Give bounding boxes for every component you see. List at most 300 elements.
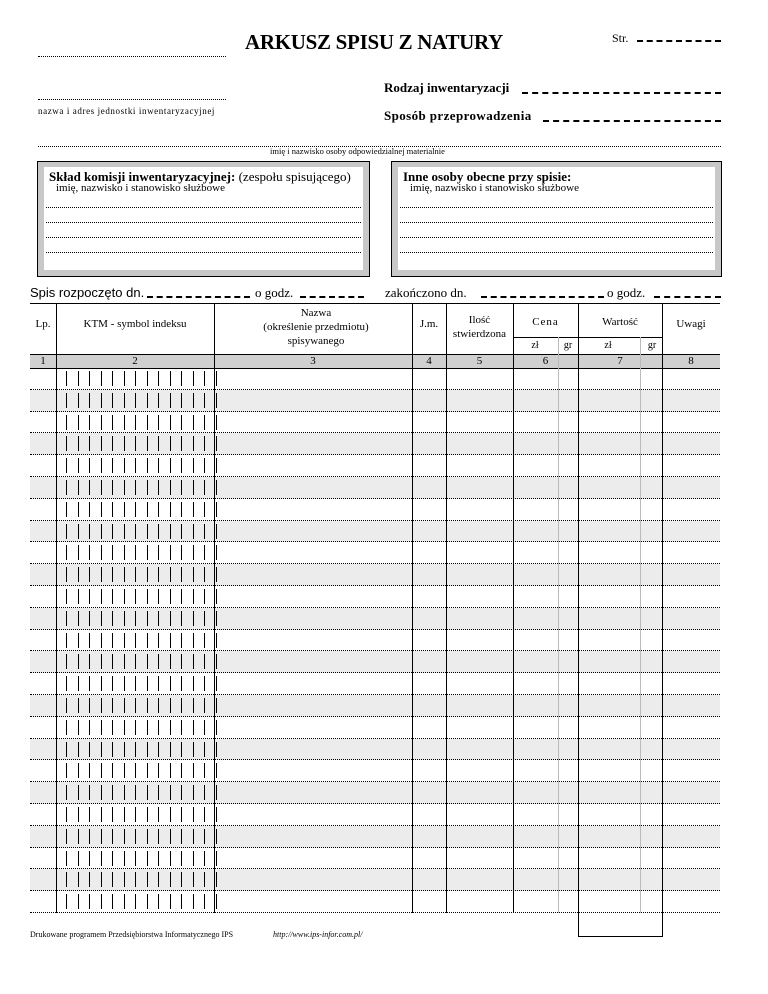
- ktm-digit-cell[interactable]: [124, 436, 136, 451]
- ktm-digit-cell[interactable]: [147, 589, 159, 604]
- ktm-digit-cell[interactable]: [101, 872, 113, 887]
- ktm-digit-cell[interactable]: [101, 829, 113, 844]
- others-person-line[interactable]: [400, 237, 713, 238]
- ktm-digit-cell[interactable]: [78, 545, 90, 560]
- ktm-digit-cell[interactable]: [170, 502, 182, 517]
- ktm-digit-cell[interactable]: [112, 415, 124, 430]
- ktm-digit-cell[interactable]: [135, 894, 147, 909]
- ktm-digit-cell[interactable]: [66, 524, 78, 539]
- ktm-digit-cell[interactable]: [124, 633, 136, 648]
- ktm-digit-cell[interactable]: [193, 436, 205, 451]
- ktm-digit-cell[interactable]: [66, 545, 78, 560]
- ktm-digit-cell[interactable]: [101, 480, 113, 495]
- ktm-digit-cell[interactable]: [78, 567, 90, 582]
- ktm-digit-cell[interactable]: [147, 393, 159, 408]
- ktm-digit-cell[interactable]: [78, 829, 90, 844]
- ktm-digit-cell[interactable]: [112, 436, 124, 451]
- table-row[interactable]: [30, 695, 720, 717]
- ktm-digit-cell[interactable]: [193, 567, 205, 582]
- ktm-digit-cell[interactable]: [89, 545, 101, 560]
- ktm-digit-cell[interactable]: [147, 742, 159, 757]
- ktm-digit-cell[interactable]: [89, 676, 101, 691]
- ktm-digit-cell[interactable]: [66, 851, 78, 866]
- ktm-digit-cell[interactable]: [89, 763, 101, 778]
- table-row[interactable]: [30, 542, 720, 564]
- ktm-digit-cell[interactable]: [124, 676, 136, 691]
- ktm-digit-cell[interactable]: [158, 742, 170, 757]
- ktm-digit-cell[interactable]: [170, 611, 182, 626]
- ktm-symbol-boxes[interactable]: [66, 851, 217, 867]
- ktm-digit-cell[interactable]: [101, 611, 113, 626]
- ktm-digit-cell[interactable]: [89, 589, 101, 604]
- ktm-symbol-boxes[interactable]: [66, 524, 217, 540]
- ktm-digit-cell[interactable]: [124, 415, 136, 430]
- ktm-digit-cell[interactable]: [170, 698, 182, 713]
- ktm-digit-cell[interactable]: [66, 480, 78, 495]
- ktm-digit-cell[interactable]: [170, 524, 182, 539]
- ktm-digit-cell[interactable]: [112, 545, 124, 560]
- ktm-digit-cell[interactable]: [78, 654, 90, 669]
- ktm-digit-cell[interactable]: [112, 654, 124, 669]
- ktm-digit-cell[interactable]: [158, 763, 170, 778]
- ktm-digit-cell[interactable]: [66, 720, 78, 735]
- ktm-digit-cell[interactable]: [158, 829, 170, 844]
- ktm-digit-cell[interactable]: [170, 458, 182, 473]
- ktm-digit-cell[interactable]: [147, 894, 159, 909]
- ktm-digit-cell[interactable]: [181, 611, 193, 626]
- ktm-digit-cell[interactable]: [101, 763, 113, 778]
- ktm-digit-cell[interactable]: [112, 633, 124, 648]
- ktm-digit-cell[interactable]: [101, 785, 113, 800]
- ktm-symbol-boxes[interactable]: [66, 872, 217, 888]
- ktm-digit-cell[interactable]: [112, 611, 124, 626]
- ktm-digit-cell[interactable]: [193, 763, 205, 778]
- ktm-digit-cell[interactable]: [66, 633, 78, 648]
- ktm-digit-cell[interactable]: [78, 676, 90, 691]
- ktm-symbol-boxes[interactable]: [66, 763, 217, 779]
- ktm-digit-cell[interactable]: [170, 371, 182, 386]
- ktm-digit-cell[interactable]: [181, 654, 193, 669]
- ktm-digit-cell[interactable]: [135, 829, 147, 844]
- ktm-digit-cell[interactable]: [170, 872, 182, 887]
- ktm-digit-cell[interactable]: [124, 851, 136, 866]
- ktm-digit-cell[interactable]: [89, 480, 101, 495]
- ktm-digit-cell[interactable]: [193, 633, 205, 648]
- ktm-digit-cell[interactable]: [135, 524, 147, 539]
- ktm-digit-cell[interactable]: [89, 633, 101, 648]
- ktm-digit-cell[interactable]: [101, 415, 113, 430]
- table-row[interactable]: [30, 499, 720, 521]
- ktm-digit-cell[interactable]: [158, 458, 170, 473]
- ktm-digit-cell[interactable]: [158, 502, 170, 517]
- ktm-digit-cell[interactable]: [135, 720, 147, 735]
- ktm-digit-cell[interactable]: [158, 611, 170, 626]
- ktm-digit-cell[interactable]: [193, 807, 205, 822]
- ktm-digit-cell[interactable]: [66, 589, 78, 604]
- ktm-digit-cell[interactable]: [135, 545, 147, 560]
- ktm-digit-cell[interactable]: [147, 676, 159, 691]
- ktm-digit-cell[interactable]: [158, 698, 170, 713]
- ktm-digit-cell[interactable]: [181, 763, 193, 778]
- end-hour-field[interactable]: [654, 296, 721, 298]
- ktm-digit-cell[interactable]: [124, 480, 136, 495]
- ktm-digit-cell[interactable]: [78, 611, 90, 626]
- ktm-symbol-boxes[interactable]: [66, 480, 217, 496]
- ktm-digit-cell[interactable]: [147, 720, 159, 735]
- ktm-digit-cell[interactable]: [135, 502, 147, 517]
- table-row[interactable]: [30, 760, 720, 782]
- ktm-digit-cell[interactable]: [66, 393, 78, 408]
- ktm-digit-cell[interactable]: [124, 829, 136, 844]
- ktm-digit-cell[interactable]: [78, 502, 90, 517]
- ktm-symbol-boxes[interactable]: [66, 502, 217, 518]
- ktm-digit-cell[interactable]: [112, 589, 124, 604]
- ktm-digit-cell[interactable]: [181, 371, 193, 386]
- ktm-digit-cell[interactable]: [193, 393, 205, 408]
- unit-name-line[interactable]: [38, 56, 226, 57]
- ktm-digit-cell[interactable]: [170, 676, 182, 691]
- table-row[interactable]: [30, 782, 720, 804]
- table-row[interactable]: [30, 477, 720, 499]
- table-row[interactable]: [30, 848, 720, 870]
- ktm-digit-cell[interactable]: [89, 698, 101, 713]
- ktm-digit-cell[interactable]: [170, 480, 182, 495]
- ktm-digit-cell[interactable]: [112, 567, 124, 582]
- ktm-digit-cell[interactable]: [89, 872, 101, 887]
- table-row[interactable]: [30, 586, 720, 608]
- ktm-digit-cell[interactable]: [89, 654, 101, 669]
- ktm-digit-cell[interactable]: [101, 894, 113, 909]
- ktm-digit-cell[interactable]: [124, 763, 136, 778]
- ktm-digit-cell[interactable]: [147, 633, 159, 648]
- ktm-symbol-boxes[interactable]: [66, 742, 217, 758]
- start-hour-field[interactable]: [300, 296, 364, 298]
- ktm-digit-cell[interactable]: [112, 458, 124, 473]
- ktm-digit-cell[interactable]: [135, 436, 147, 451]
- ktm-digit-cell[interactable]: [147, 763, 159, 778]
- ktm-digit-cell[interactable]: [193, 458, 205, 473]
- ktm-digit-cell[interactable]: [135, 393, 147, 408]
- ktm-digit-cell[interactable]: [147, 524, 159, 539]
- ktm-digit-cell[interactable]: [101, 458, 113, 473]
- ktm-digit-cell[interactable]: [193, 480, 205, 495]
- ktm-digit-cell[interactable]: [193, 415, 205, 430]
- end-date-field[interactable]: [481, 296, 604, 298]
- ktm-digit-cell[interactable]: [66, 676, 78, 691]
- ktm-digit-cell[interactable]: [135, 698, 147, 713]
- ktm-digit-cell[interactable]: [124, 393, 136, 408]
- ktm-digit-cell[interactable]: [89, 371, 101, 386]
- ktm-symbol-boxes[interactable]: [66, 720, 217, 736]
- ktm-digit-cell[interactable]: [135, 415, 147, 430]
- ktm-symbol-boxes[interactable]: [66, 807, 217, 823]
- ktm-digit-cell[interactable]: [181, 894, 193, 909]
- ktm-digit-cell[interactable]: [101, 393, 113, 408]
- ktm-symbol-boxes[interactable]: [66, 785, 217, 801]
- ktm-digit-cell[interactable]: [66, 894, 78, 909]
- ktm-digit-cell[interactable]: [158, 480, 170, 495]
- page-number-field[interactable]: [637, 40, 721, 42]
- table-row[interactable]: [30, 891, 720, 913]
- ktm-symbol-boxes[interactable]: [66, 589, 217, 605]
- ktm-digit-cell[interactable]: [78, 371, 90, 386]
- ktm-digit-cell[interactable]: [170, 807, 182, 822]
- ktm-digit-cell[interactable]: [193, 720, 205, 735]
- ktm-symbol-boxes[interactable]: [66, 458, 217, 474]
- inventory-type-field[interactable]: [522, 92, 721, 94]
- ktm-digit-cell[interactable]: [66, 654, 78, 669]
- ktm-digit-cell[interactable]: [193, 676, 205, 691]
- ktm-digit-cell[interactable]: [89, 742, 101, 757]
- ktm-symbol-boxes[interactable]: [66, 611, 217, 627]
- ktm-digit-cell[interactable]: [147, 872, 159, 887]
- ktm-digit-cell[interactable]: [89, 524, 101, 539]
- ktm-digit-cell[interactable]: [170, 567, 182, 582]
- ktm-digit-cell[interactable]: [112, 763, 124, 778]
- ktm-digit-cell[interactable]: [158, 807, 170, 822]
- ktm-digit-cell[interactable]: [112, 524, 124, 539]
- ktm-digit-cell[interactable]: [101, 742, 113, 757]
- ktm-digit-cell[interactable]: [181, 502, 193, 517]
- ktm-symbol-boxes[interactable]: [66, 894, 217, 910]
- ktm-symbol-boxes[interactable]: [66, 633, 217, 649]
- ktm-digit-cell[interactable]: [112, 480, 124, 495]
- ktm-digit-cell[interactable]: [124, 611, 136, 626]
- ktm-symbol-boxes[interactable]: [66, 415, 217, 431]
- ktm-digit-cell[interactable]: [101, 589, 113, 604]
- ktm-digit-cell[interactable]: [193, 654, 205, 669]
- ktm-digit-cell[interactable]: [101, 567, 113, 582]
- ktm-digit-cell[interactable]: [124, 785, 136, 800]
- ktm-digit-cell[interactable]: [78, 894, 90, 909]
- ktm-digit-cell[interactable]: [193, 872, 205, 887]
- ktm-digit-cell[interactable]: [135, 676, 147, 691]
- ktm-digit-cell[interactable]: [193, 589, 205, 604]
- ktm-digit-cell[interactable]: [147, 611, 159, 626]
- table-row[interactable]: [30, 368, 720, 390]
- ktm-digit-cell[interactable]: [101, 371, 113, 386]
- ktm-symbol-boxes[interactable]: [66, 393, 217, 409]
- ktm-digit-cell[interactable]: [158, 851, 170, 866]
- ktm-digit-cell[interactable]: [135, 371, 147, 386]
- table-row[interactable]: [30, 608, 720, 630]
- ktm-digit-cell[interactable]: [135, 633, 147, 648]
- ktm-digit-cell[interactable]: [101, 654, 113, 669]
- ktm-digit-cell[interactable]: [66, 436, 78, 451]
- others-person-line[interactable]: [400, 222, 713, 223]
- ktm-digit-cell[interactable]: [158, 567, 170, 582]
- ktm-digit-cell[interactable]: [78, 851, 90, 866]
- ktm-digit-cell[interactable]: [135, 654, 147, 669]
- ktm-digit-cell[interactable]: [112, 829, 124, 844]
- ktm-digit-cell[interactable]: [181, 480, 193, 495]
- ktm-symbol-boxes[interactable]: [66, 676, 217, 692]
- ktm-digit-cell[interactable]: [158, 633, 170, 648]
- ktm-digit-cell[interactable]: [193, 894, 205, 909]
- ktm-digit-cell[interactable]: [66, 458, 78, 473]
- ktm-digit-cell[interactable]: [112, 851, 124, 866]
- ktm-digit-cell[interactable]: [193, 371, 205, 386]
- ktm-digit-cell[interactable]: [147, 567, 159, 582]
- ktm-digit-cell[interactable]: [158, 872, 170, 887]
- ktm-symbol-boxes[interactable]: [66, 436, 217, 452]
- ktm-digit-cell[interactable]: [101, 720, 113, 735]
- ktm-digit-cell[interactable]: [124, 654, 136, 669]
- ktm-digit-cell[interactable]: [147, 698, 159, 713]
- ktm-digit-cell[interactable]: [181, 545, 193, 560]
- ktm-digit-cell[interactable]: [89, 851, 101, 866]
- ktm-digit-cell[interactable]: [158, 654, 170, 669]
- ktm-digit-cell[interactable]: [181, 742, 193, 757]
- ktm-digit-cell[interactable]: [101, 502, 113, 517]
- ktm-digit-cell[interactable]: [78, 589, 90, 604]
- ktm-digit-cell[interactable]: [181, 458, 193, 473]
- ktm-digit-cell[interactable]: [66, 371, 78, 386]
- ktm-digit-cell[interactable]: [135, 785, 147, 800]
- ktm-digit-cell[interactable]: [170, 436, 182, 451]
- ktm-digit-cell[interactable]: [78, 415, 90, 430]
- ktm-digit-cell[interactable]: [147, 545, 159, 560]
- method-field[interactable]: [543, 120, 721, 122]
- ktm-digit-cell[interactable]: [124, 589, 136, 604]
- committee-member-line[interactable]: [46, 222, 361, 223]
- ktm-symbol-boxes[interactable]: [66, 371, 217, 387]
- ktm-digit-cell[interactable]: [135, 742, 147, 757]
- ktm-symbol-boxes[interactable]: [66, 545, 217, 561]
- table-row[interactable]: [30, 651, 720, 673]
- table-row[interactable]: [30, 521, 720, 543]
- ktm-digit-cell[interactable]: [112, 502, 124, 517]
- ktm-digit-cell[interactable]: [101, 676, 113, 691]
- ktm-digit-cell[interactable]: [147, 436, 159, 451]
- ktm-digit-cell[interactable]: [181, 415, 193, 430]
- ktm-digit-cell[interactable]: [89, 829, 101, 844]
- ktm-digit-cell[interactable]: [78, 458, 90, 473]
- ktm-digit-cell[interactable]: [181, 676, 193, 691]
- ktm-digit-cell[interactable]: [147, 371, 159, 386]
- ktm-digit-cell[interactable]: [193, 611, 205, 626]
- ktm-digit-cell[interactable]: [181, 785, 193, 800]
- committee-member-line[interactable]: [46, 252, 361, 253]
- ktm-digit-cell[interactable]: [112, 785, 124, 800]
- ktm-digit-cell[interactable]: [89, 611, 101, 626]
- ktm-digit-cell[interactable]: [158, 785, 170, 800]
- ktm-digit-cell[interactable]: [112, 894, 124, 909]
- table-row[interactable]: [30, 804, 720, 826]
- ktm-digit-cell[interactable]: [181, 698, 193, 713]
- ktm-digit-cell[interactable]: [112, 720, 124, 735]
- ktm-digit-cell[interactable]: [66, 807, 78, 822]
- ktm-digit-cell[interactable]: [158, 676, 170, 691]
- ktm-digit-cell[interactable]: [124, 894, 136, 909]
- ktm-symbol-boxes[interactable]: [66, 698, 217, 714]
- ktm-digit-cell[interactable]: [78, 698, 90, 713]
- ktm-digit-cell[interactable]: [89, 502, 101, 517]
- ktm-digit-cell[interactable]: [124, 872, 136, 887]
- ktm-digit-cell[interactable]: [181, 807, 193, 822]
- ktm-digit-cell[interactable]: [158, 545, 170, 560]
- ktm-symbol-boxes[interactable]: [66, 829, 217, 845]
- ktm-digit-cell[interactable]: [181, 567, 193, 582]
- ktm-digit-cell[interactable]: [135, 763, 147, 778]
- ktm-digit-cell[interactable]: [170, 415, 182, 430]
- ktm-digit-cell[interactable]: [89, 415, 101, 430]
- ktm-digit-cell[interactable]: [89, 720, 101, 735]
- ktm-digit-cell[interactable]: [124, 720, 136, 735]
- ktm-digit-cell[interactable]: [66, 872, 78, 887]
- ktm-digit-cell[interactable]: [78, 633, 90, 648]
- ktm-digit-cell[interactable]: [78, 720, 90, 735]
- ktm-digit-cell[interactable]: [193, 698, 205, 713]
- footer-url[interactable]: http://www.ips-infor.com.pl/: [273, 930, 363, 939]
- ktm-digit-cell[interactable]: [66, 698, 78, 713]
- ktm-digit-cell[interactable]: [193, 742, 205, 757]
- unit-address-line[interactable]: [38, 99, 226, 100]
- ktm-digit-cell[interactable]: [124, 502, 136, 517]
- ktm-digit-cell[interactable]: [158, 524, 170, 539]
- ktm-digit-cell[interactable]: [112, 676, 124, 691]
- ktm-digit-cell[interactable]: [181, 436, 193, 451]
- ktm-digit-cell[interactable]: [158, 589, 170, 604]
- table-row[interactable]: [30, 717, 720, 739]
- ktm-digit-cell[interactable]: [170, 742, 182, 757]
- ktm-digit-cell[interactable]: [158, 720, 170, 735]
- ktm-digit-cell[interactable]: [101, 698, 113, 713]
- ktm-digit-cell[interactable]: [170, 654, 182, 669]
- ktm-digit-cell[interactable]: [181, 393, 193, 408]
- table-row[interactable]: [30, 390, 720, 412]
- ktm-digit-cell[interactable]: [135, 851, 147, 866]
- table-row[interactable]: [30, 564, 720, 586]
- ktm-digit-cell[interactable]: [89, 894, 101, 909]
- ktm-digit-cell[interactable]: [181, 524, 193, 539]
- ktm-digit-cell[interactable]: [112, 742, 124, 757]
- ktm-digit-cell[interactable]: [89, 393, 101, 408]
- ktm-digit-cell[interactable]: [66, 829, 78, 844]
- ktm-digit-cell[interactable]: [89, 436, 101, 451]
- ktm-digit-cell[interactable]: [170, 829, 182, 844]
- ktm-digit-cell[interactable]: [170, 589, 182, 604]
- ktm-digit-cell[interactable]: [78, 807, 90, 822]
- ktm-digit-cell[interactable]: [78, 785, 90, 800]
- ktm-digit-cell[interactable]: [135, 807, 147, 822]
- committee-member-line[interactable]: [46, 207, 361, 208]
- ktm-digit-cell[interactable]: [193, 545, 205, 560]
- ktm-digit-cell[interactable]: [147, 415, 159, 430]
- ktm-digit-cell[interactable]: [124, 742, 136, 757]
- ktm-digit-cell[interactable]: [170, 894, 182, 909]
- ktm-digit-cell[interactable]: [135, 611, 147, 626]
- ktm-digit-cell[interactable]: [170, 545, 182, 560]
- ktm-digit-cell[interactable]: [193, 785, 205, 800]
- ktm-digit-cell[interactable]: [89, 567, 101, 582]
- ktm-digit-cell[interactable]: [78, 524, 90, 539]
- committee-member-line[interactable]: [46, 237, 361, 238]
- table-row[interactable]: [30, 673, 720, 695]
- ktm-symbol-boxes[interactable]: [66, 654, 217, 670]
- start-date-field[interactable]: [147, 296, 250, 298]
- table-row[interactable]: [30, 739, 720, 761]
- table-row[interactable]: [30, 826, 720, 848]
- ktm-digit-cell[interactable]: [170, 785, 182, 800]
- ktm-digit-cell[interactable]: [135, 872, 147, 887]
- ktm-digit-cell[interactable]: [170, 851, 182, 866]
- ktm-digit-cell[interactable]: [147, 851, 159, 866]
- others-person-line[interactable]: [400, 207, 713, 208]
- ktm-digit-cell[interactable]: [66, 763, 78, 778]
- ktm-digit-cell[interactable]: [147, 785, 159, 800]
- ktm-digit-cell[interactable]: [101, 524, 113, 539]
